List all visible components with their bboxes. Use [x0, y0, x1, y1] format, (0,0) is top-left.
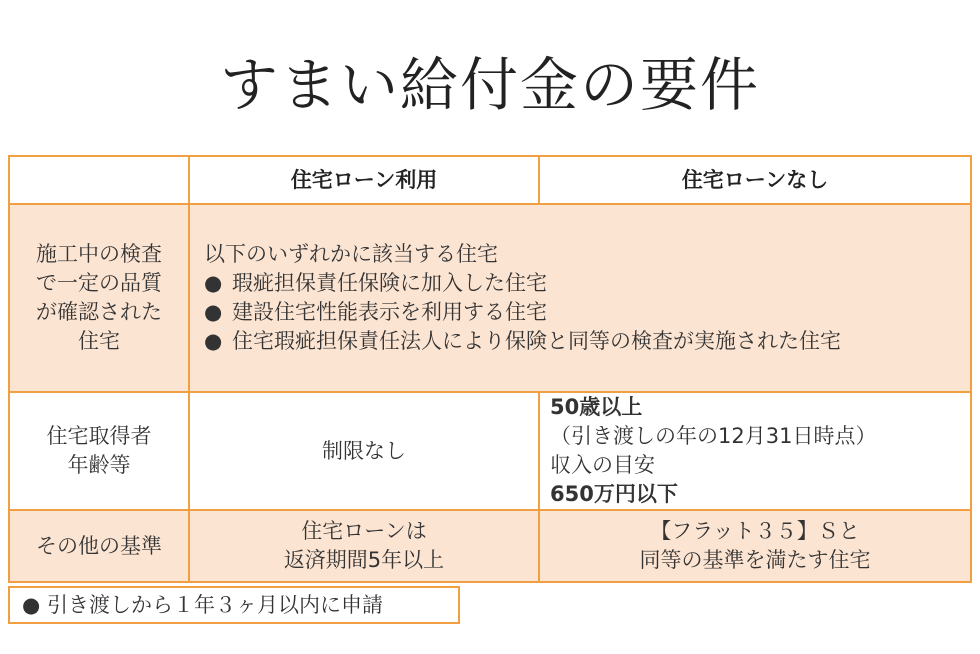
other-loan-line: 返済期間5年以上	[283, 548, 445, 572]
condition-text: 住宅瑕疵担保責任法人により保険と同等の検査が実施された住宅	[232, 329, 841, 353]
condition-text: 建設住宅性能表示を利用する住宅	[232, 300, 547, 324]
other-loan-cell	[189, 510, 539, 582]
income-guideline	[550, 451, 970, 509]
row-label-line: 住宅取得者	[46, 424, 152, 448]
other-loan-line: 住宅ローンは	[301, 519, 427, 543]
row-label-line: が確認された	[36, 300, 162, 324]
bullet-icon: ●	[204, 271, 223, 295]
age-loan-cell: 制限なし	[189, 392, 539, 510]
other-no-loan-line: 同等の基準を満たす住宅	[639, 548, 871, 572]
table-row-age	[9, 392, 971, 510]
table-row-other	[9, 510, 971, 582]
other-no-loan-cell	[539, 510, 971, 582]
condition-item	[204, 298, 970, 327]
inspection-conditions	[189, 204, 971, 392]
row-label-inspection	[9, 204, 189, 392]
header-no-loan: 住宅ローンなし	[539, 156, 971, 204]
page-title: すまい給付金の要件	[219, 51, 760, 119]
row-label-line: で一定の品質	[36, 271, 162, 295]
row-label-line: 住宅	[78, 329, 120, 353]
income-value: 650万円以下	[550, 482, 678, 506]
other-no-loan-line: 【フラット３５】Ｓと	[650, 519, 860, 543]
table-header-row	[9, 156, 971, 204]
row-label-line: 年齢等	[67, 453, 131, 477]
row-label-line: 施工中の検査	[36, 242, 162, 266]
income-prefix: 収入の目安	[550, 453, 655, 477]
table-row-inspection	[9, 204, 971, 392]
row-label-other: その他の基準	[9, 510, 189, 582]
condition-item	[204, 269, 970, 298]
condition-text: 瑕疵担保責任保険に加入した住宅	[232, 271, 547, 295]
header-loan: 住宅ローン利用	[189, 156, 539, 204]
requirements-table	[8, 155, 972, 583]
age-reference-date: （引き渡しの年の12月31日時点）	[550, 424, 877, 448]
condition-item	[204, 327, 970, 356]
header-empty-cell	[9, 156, 189, 204]
bullet-icon: ●	[204, 300, 223, 324]
application-deadline-note: ● 引き渡しから１年３ヶ月以内に申請	[8, 586, 460, 624]
age-no-loan-cell	[539, 392, 971, 510]
bullet-icon: ●	[204, 329, 223, 353]
age-requirement: 50歳以上	[550, 395, 643, 419]
conditions-intro: 以下のいずれかに該当する住宅	[204, 242, 498, 266]
row-label-age	[9, 392, 189, 510]
